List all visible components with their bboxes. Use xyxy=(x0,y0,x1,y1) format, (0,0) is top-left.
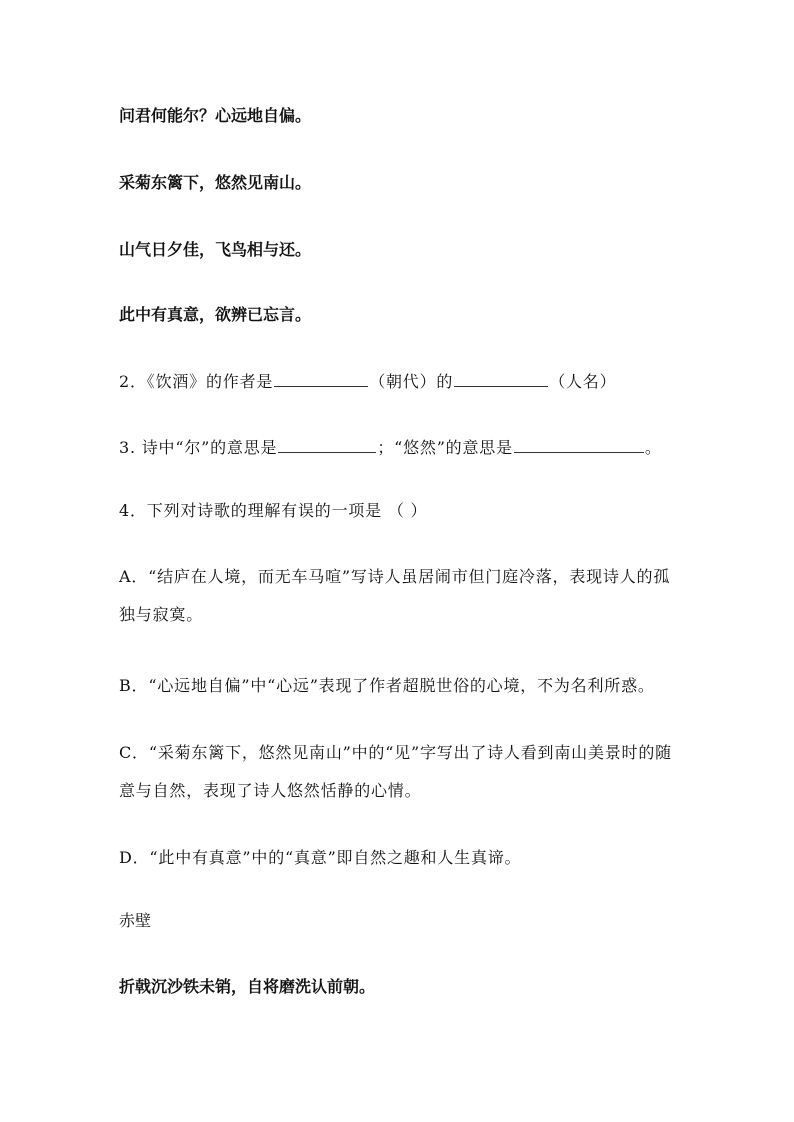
poem-line-1: 问君何能尔？心远地自偏。 xyxy=(119,106,312,125)
question-2-prefix: 2．《饮酒》的作者是 xyxy=(119,372,274,391)
option-c: C．“采菊东篱下，悠然见南山”中的“见”字写出了诗人看到南山美景时的随意与自然，表现了诗人悠然恬静的心情。 xyxy=(119,743,672,800)
question-4-stem: 4．下列对诗歌的理解有误的一项是 （ ） xyxy=(119,501,428,520)
answer-blank-author[interactable] xyxy=(454,370,548,387)
option-d: D．“此中有真意”中的“真意”即自然之趣和人生真谛。 xyxy=(119,848,522,867)
poem-2-line-1: 折戟沉沙铁未销，自将磨洗认前朝。 xyxy=(119,977,376,996)
poem-line-3: 山气日夕佳，飞鸟相与还。 xyxy=(119,240,312,259)
option-a: A．“结庐在人境，而无车马喧”写诗人虽居闹市但门庭冷落，表现诗人的孤独与寂寞。 xyxy=(119,567,671,624)
question-3 xyxy=(119,436,724,459)
answer-blank-er[interactable] xyxy=(278,436,376,453)
question-3-middle: ；“悠然”的意思是 xyxy=(377,438,513,457)
poem-2-title: 赤壁 xyxy=(119,911,152,930)
option-b: B．“心远地自偏”中“心远”表现了作者超脱世俗的心境，不为名利所惑。 xyxy=(119,676,655,695)
question-3-suffix: 。 xyxy=(644,438,662,457)
question-2-middle: （朝代）的 xyxy=(369,372,454,391)
poem-line-4: 此中有真意，欲辨已忘言。 xyxy=(119,305,312,324)
question-2 xyxy=(119,370,724,393)
question-3-prefix: 3. 诗中“尔”的意思是 xyxy=(119,438,278,457)
answer-blank-dynasty[interactable] xyxy=(274,370,368,387)
poem-line-2: 采菊东篱下，悠然见南山。 xyxy=(119,173,312,192)
question-2-suffix: （人名） xyxy=(549,372,617,391)
answer-blank-youran[interactable] xyxy=(514,436,644,453)
